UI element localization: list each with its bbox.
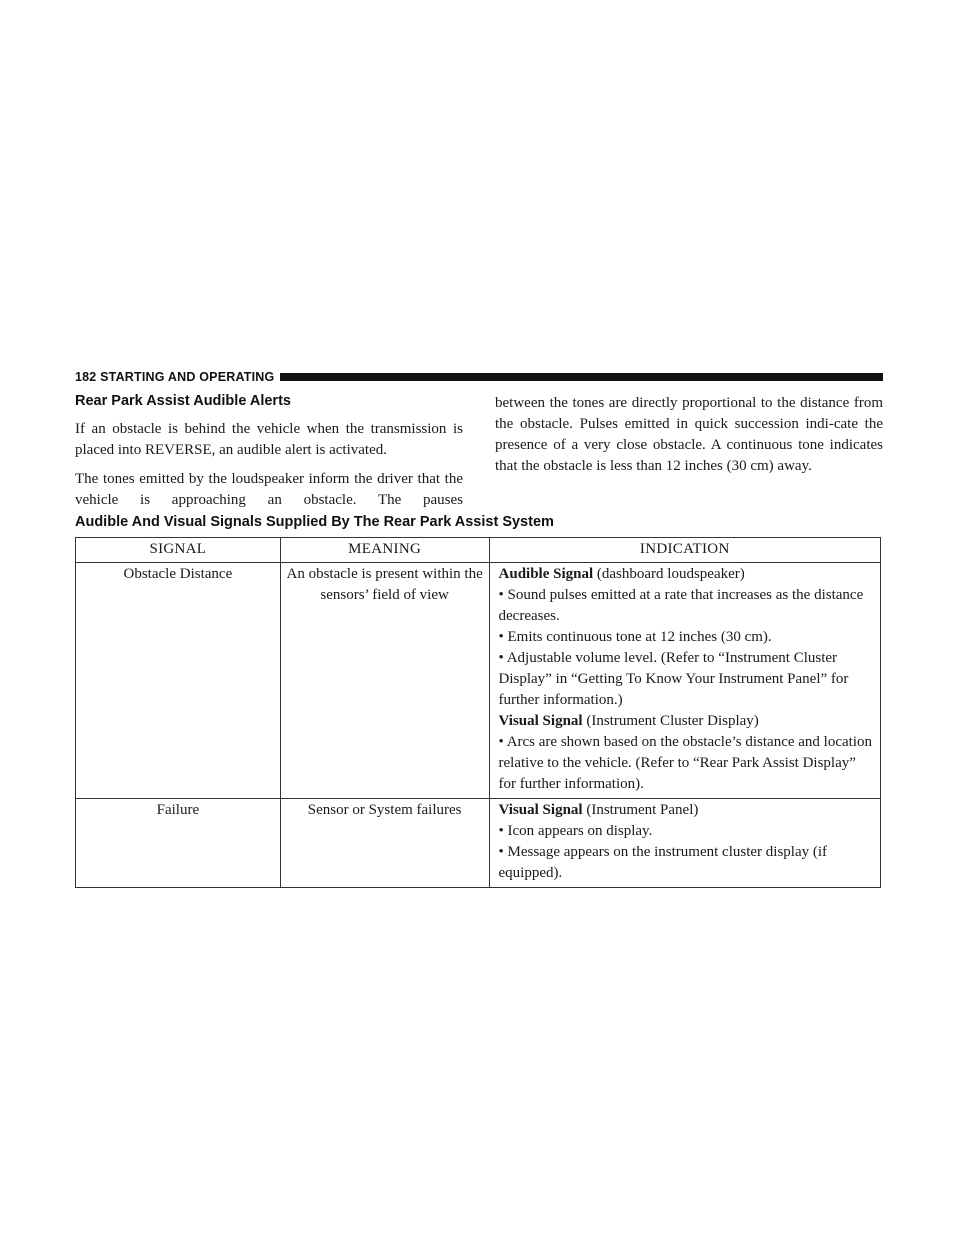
indication-text: (Instrument Panel) — [582, 802, 699, 818]
page-number-label: 182 STARTING AND OPERATING — [75, 370, 275, 384]
left-column — [75, 393, 463, 519]
signals-table — [75, 537, 881, 888]
indication-bold: Audible Signal — [498, 566, 594, 582]
signal-cell: Obstacle Distance — [76, 563, 281, 799]
indication-bullet: • Sound pulses emitted at a rate that increases as the distance decreases. — [498, 587, 864, 624]
header-rule — [280, 373, 883, 381]
indication-text: (Instrument Cluster Display) — [582, 713, 759, 729]
meaning-cell: An obstacle is present within the sensors’ field of view — [280, 563, 489, 799]
indication-bullet: • Emits continuous tone at 12 inches (30 cm). — [498, 629, 772, 645]
paragraph-2: The tones emitted by the loudspeaker inform the driver that the vehicle is approaching an obstacle. The pauses — [75, 471, 463, 508]
header-meaning: MEANING — [280, 538, 489, 563]
indication-line — [499, 711, 874, 732]
paragraph-3: between the tones are directly proportional to the distance from the obstacle. Pulses emitted in quick succession indi-cate the presence of a very close obstacle. A continuous tone indicates that the obstacle is less than 12 inches (30 cm) away. — [495, 395, 883, 474]
indication-line — [499, 800, 874, 821]
table-row — [76, 799, 881, 888]
indication-line — [499, 564, 874, 585]
indication-bullet: • Message appears on the instrument cluster display (if equipped). — [498, 844, 828, 881]
indication-cell — [489, 799, 880, 888]
section-heading: Rear Park Assist Audible Alerts — [75, 393, 291, 409]
table-header-row — [76, 538, 881, 563]
right-column — [495, 393, 883, 485]
page-header — [75, 369, 883, 385]
meaning-cell: Sensor or System failures — [280, 799, 489, 888]
indication-bold: Visual Signal — [498, 802, 583, 818]
table-row — [76, 563, 881, 799]
paragraph-1: If an obstacle is behind the vehicle when the transmission is placed into REVERSE, an audible alert is activated. — [75, 421, 463, 458]
table-title: Audible And Visual Signals Supplied By The Rear Park Assist System — [75, 514, 554, 530]
indication-bullet: • Icon appears on display. — [498, 823, 653, 839]
header-indication: INDICATION — [489, 538, 880, 563]
signal-cell: Failure — [76, 799, 281, 888]
indication-bullet: • Adjustable volume level. (Refer to “Instrument Cluster Display” in “Getting To Know Your Instrument Panel” for further information.) — [498, 650, 849, 708]
indication-cell — [489, 563, 880, 799]
indication-bold: Visual Signal — [498, 713, 583, 729]
indication-text: (dashboard loudspeaker) — [593, 566, 745, 582]
indication-bullet: • Arcs are shown based on the obstacle’s distance and location relative to the vehicle. (Refer to “Rear Park Assist Display” for further information). — [498, 734, 872, 792]
header-signal: SIGNAL — [76, 538, 281, 563]
